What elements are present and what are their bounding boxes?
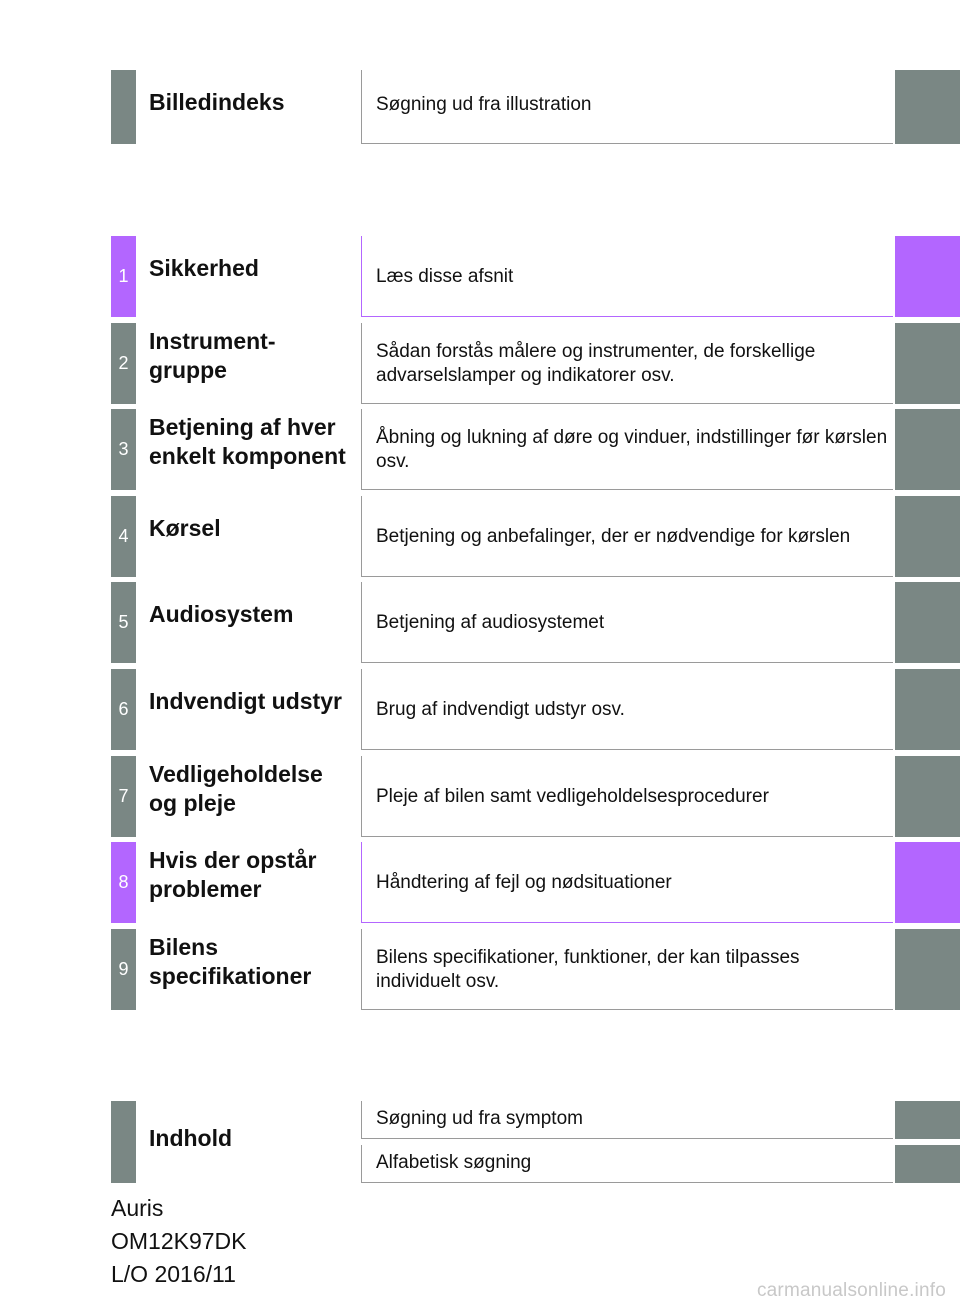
chapter-number-tab: 8 xyxy=(111,842,136,923)
chapter-row-5[interactable] xyxy=(0,582,960,663)
chapter-number-tab: 9 xyxy=(111,929,136,1010)
chapter-title: Sikkerhed xyxy=(149,255,259,281)
chapter-title: Audiosystem xyxy=(149,601,294,627)
chapter-title: Instrument- gruppe xyxy=(149,328,276,383)
chapter-number-tab: 3 xyxy=(111,409,136,490)
chapter-description: Bilens specifikationer, funktioner, der kan tilpasses individuelt osv. xyxy=(376,947,800,992)
chapter-edge-tab xyxy=(895,409,960,490)
chapter-title: Indvendigt udstyr xyxy=(149,688,342,714)
chapter-title: Betjening af hver enkelt komponent xyxy=(149,414,346,469)
chapter-description-box xyxy=(361,929,893,1010)
footer-date: L/O 2016/11 xyxy=(111,1261,236,1287)
chapter-description-box xyxy=(361,409,893,490)
chapter-description: Pleje af bilen samt vedligeholdelsesprocedurer xyxy=(376,786,769,807)
chapter-row-3[interactable] xyxy=(0,409,960,490)
chapter-title: Vedligeholdelse og pleje xyxy=(149,761,323,816)
picture-index-tab xyxy=(111,70,136,144)
chapter-number-tab: 5 xyxy=(111,582,136,663)
chapter-edge-tab xyxy=(895,323,960,404)
contents-item-label: Søgning ud fra symptom xyxy=(376,1108,583,1129)
chapter-edge-tab xyxy=(895,756,960,837)
chapter-description: Åbning og lukning af døre og vinduer, indstillinger før kørslen osv. xyxy=(376,427,888,472)
chapter-description-box xyxy=(361,756,893,837)
chapter-title: Kørsel xyxy=(149,515,221,541)
contents-title: Indhold xyxy=(149,1125,233,1151)
chapter-description-box xyxy=(361,323,893,404)
chapter-number-tab: 4 xyxy=(111,496,136,577)
chapter-description: Sådan forstås målere og instrumenter, de forskellige advarselslamper og indikatorer osv. xyxy=(376,341,816,386)
chapter-edge-tab xyxy=(895,669,960,750)
chapter-description-box xyxy=(361,669,893,750)
chapter-number-tab: 1 xyxy=(111,236,136,317)
chapter-description: Brug af indvendigt udstyr osv. xyxy=(376,699,625,720)
chapter-number-tab: 2 xyxy=(111,323,136,404)
picture-index-description-box xyxy=(361,70,893,144)
chapter-row-9[interactable] xyxy=(0,929,960,1010)
contents-edge-tab-2 xyxy=(895,1145,960,1183)
chapter-row-1[interactable] xyxy=(0,236,960,317)
chapter-description-box xyxy=(361,582,893,663)
chapter-description: Læs disse afsnit xyxy=(376,266,514,287)
contents-item-label: Alfabetisk søgning xyxy=(376,1152,532,1173)
chapter-description: Betjening af audiosystemet xyxy=(376,612,605,633)
chapter-row-2[interactable] xyxy=(0,323,960,404)
chapter-edge-tab xyxy=(895,496,960,577)
picture-index-section[interactable] xyxy=(0,70,960,144)
chapter-edge-tab xyxy=(895,929,960,1010)
chapter-number-tab: 7 xyxy=(111,756,136,837)
contents-item-symptom[interactable] xyxy=(361,1101,893,1139)
contents-edge-tab-1 xyxy=(895,1101,960,1139)
chapter-description-box xyxy=(361,842,893,923)
chapter-row-6[interactable] xyxy=(0,669,960,750)
chapter-description-box xyxy=(361,236,893,317)
chapter-description: Betjening og anbefalinger, der er nødvendige for kørslen xyxy=(376,526,851,547)
chapter-row-4[interactable] xyxy=(0,496,960,577)
chapter-description: Håndtering af fejl og nødsituationer xyxy=(376,872,672,893)
contents-item-alphabetical[interactable] xyxy=(361,1145,893,1183)
picture-index-title: Billedindeks xyxy=(149,89,285,115)
picture-index-description: Søgning ud fra illustration xyxy=(376,94,592,115)
chapter-row-8[interactable] xyxy=(0,842,960,923)
picture-index-edge-tab xyxy=(895,70,960,144)
chapter-number-tab: 6 xyxy=(111,669,136,750)
chapter-title: Bilens specifikationer xyxy=(149,934,312,989)
contents-section[interactable] xyxy=(0,1101,960,1183)
footer-code: OM12K97DK xyxy=(111,1228,247,1254)
chapter-edge-tab xyxy=(895,842,960,923)
chapter-row-7[interactable] xyxy=(0,756,960,837)
chapter-edge-tab xyxy=(895,236,960,317)
footer-model: Auris xyxy=(111,1195,164,1221)
document-footer xyxy=(111,1192,247,1291)
chapter-title: Hvis der opstår problemer xyxy=(149,847,317,902)
contents-tab xyxy=(111,1101,136,1183)
watermark: carmanualsonline.info xyxy=(756,1280,946,1301)
chapter-edge-tab xyxy=(895,582,960,663)
chapter-description-box xyxy=(361,496,893,577)
